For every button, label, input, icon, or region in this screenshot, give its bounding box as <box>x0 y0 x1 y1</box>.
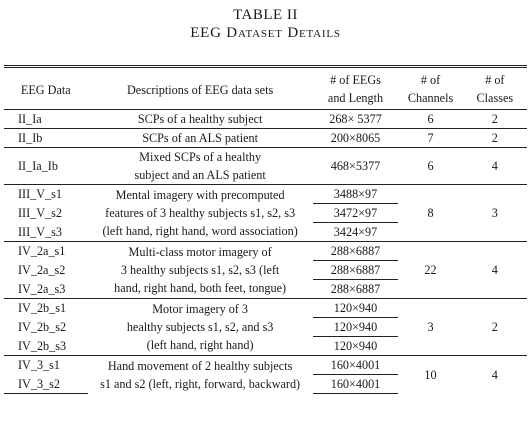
header-classes-2: Classes <box>463 89 527 110</box>
description-line: subject and an ALS patient <box>134 168 266 182</box>
eeg-count-length: 160×4001 <box>313 375 399 394</box>
description-line: hand, right hand, both feet, tongue) <box>114 281 287 295</box>
dataset-description <box>88 129 313 148</box>
eeg-count-length: 120×940 <box>313 299 399 318</box>
dataset-description <box>88 185 313 242</box>
eeg-count-length: 3472×97 <box>313 204 399 223</box>
dataset-name: IV_2a_s1 <box>4 242 88 261</box>
table-row <box>4 129 527 148</box>
table-row <box>4 185 527 204</box>
dataset-name: IV_2b_s2 <box>18 320 67 334</box>
dataset-name: IV_2a_s3 <box>18 281 66 296</box>
description-line: s1 and s2 (left, right, forward, backward) <box>100 376 301 391</box>
header-channels-1: # of <box>398 67 462 90</box>
channel-count: 22 <box>398 242 462 299</box>
eeg-count-length: 120×940 <box>313 318 399 337</box>
table-row <box>4 110 527 129</box>
channel-count: 6 <box>398 148 462 185</box>
channel-count: 6 <box>398 110 462 129</box>
class-count: 2 <box>463 129 527 148</box>
eeg-dataset-table <box>4 65 527 394</box>
description-line: SCPs of an ALS patient <box>142 131 259 145</box>
dataset-description <box>88 110 313 129</box>
header-channels-2: Channels <box>398 89 462 110</box>
channel-count: 10 <box>398 356 462 394</box>
class-count: 3 <box>463 185 527 242</box>
eeg-count-length: 288×6887 <box>330 282 381 296</box>
description-line: (left hand, right hand) <box>146 338 254 352</box>
eeg-count-length: 3424×97 <box>333 225 378 239</box>
description-line: (left hand, right hand, word association) <box>102 224 298 238</box>
table-title: EEG Dataset Details <box>190 25 341 41</box>
channel-count: 3 <box>398 299 462 356</box>
table-row <box>4 242 527 261</box>
eeg-count-length: 288×6887 <box>313 261 399 280</box>
table-row <box>4 148 527 185</box>
table-row <box>4 299 527 318</box>
class-count: 4 <box>463 148 527 185</box>
description-line: SCPs of a healthy subject <box>137 112 263 126</box>
dataset-name: IV_3_s1 <box>4 356 88 375</box>
eeg-count-length: 200×8065 <box>313 129 399 148</box>
dataset-name: III_V_s1 <box>4 185 88 204</box>
eeg-count-length: 268× 5377 <box>313 110 399 129</box>
table-row <box>4 356 527 375</box>
table-caption <box>0 0 531 43</box>
description-line: Mixed SCPs of a healthy <box>139 150 262 164</box>
class-count: 4 <box>463 242 527 299</box>
description-line: Hand movement of 2 healthy subjects <box>107 358 293 373</box>
class-count: 2 <box>463 110 527 129</box>
description-line: healthy subjects s1, s2, and s3 <box>126 320 274 334</box>
dataset-name: III_V_s3 <box>18 224 63 239</box>
eeg-count-length: 3488×97 <box>313 185 399 204</box>
header-classes-1: # of <box>463 67 527 90</box>
dataset-name: IV_2b_s1 <box>4 299 88 318</box>
dataset-description <box>88 148 313 185</box>
dataset-name: IV_3_s2 <box>4 375 88 394</box>
eeg-count-length: 468×5377 <box>313 148 399 185</box>
table-number: TABLE II <box>233 7 298 23</box>
dataset-description <box>88 299 313 356</box>
class-count: 4 <box>463 356 527 394</box>
header-descriptions: Descriptions of EEG data sets <box>88 67 313 110</box>
description-line: Motor imagery of 3 <box>152 302 249 316</box>
eeg-count-length: 288×6887 <box>313 242 399 261</box>
dataset-name: II_Ib <box>4 129 88 148</box>
header-eeg-data: EEG Data <box>4 67 88 110</box>
header-num-eegs: # of EEGs <box>313 67 399 90</box>
class-count: 2 <box>463 299 527 356</box>
eeg-count-length: 160×4001 <box>313 356 399 375</box>
dataset-name: IV_2b_s3 <box>18 338 67 353</box>
description-line: Mental imagery with precomputed <box>115 188 285 202</box>
dataset-name: IV_2a_s2 <box>18 263 66 277</box>
channel-count: 7 <box>398 129 462 148</box>
description-line: features of 3 healthy subjects s1, s2, s3 <box>105 206 296 220</box>
description-line: Multi-class motor imagery of <box>128 245 272 259</box>
dataset-name: II_Ia <box>4 110 88 129</box>
dataset-description <box>88 242 313 299</box>
description-line: 3 healthy subjects s1, s2, s3 (left <box>120 263 280 277</box>
header-length: and Length <box>313 89 399 110</box>
eeg-count-length: 120×940 <box>333 339 378 353</box>
channel-count: 8 <box>398 185 462 242</box>
table-body <box>4 110 527 394</box>
dataset-name: III_V_s2 <box>18 206 63 220</box>
dataset-name: II_Ia_Ib <box>4 148 88 185</box>
dataset-description <box>88 356 313 394</box>
